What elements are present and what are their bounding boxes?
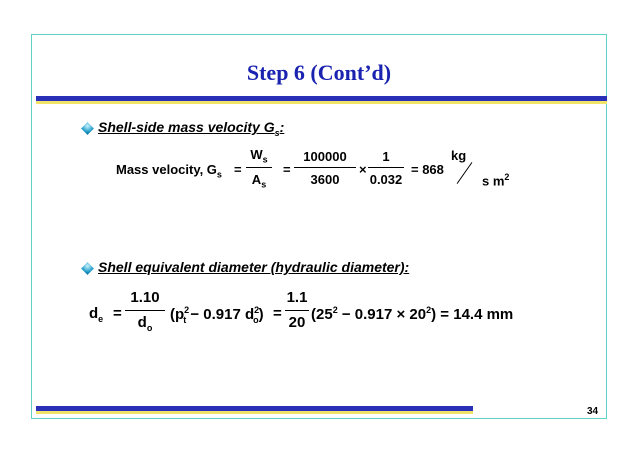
fraction-bar xyxy=(294,167,356,168)
fraction-ws-as-numerator: $W_s$ xyxy=(250,147,268,165)
section2-heading: Shell equivalent diameter (hydraulic diameter): xyxy=(98,259,410,275)
fraction-bar xyxy=(368,167,404,168)
fraction-value-denominator: 20 xyxy=(288,314,306,331)
section1-heading: Shell-side mass velocity $G_s$: xyxy=(98,119,285,138)
unit-numerator: kg xyxy=(451,148,467,163)
fraction-coef-numerator: 1.10 xyxy=(130,289,160,306)
fraction-flow-numerator: 100000 xyxy=(303,149,347,164)
slide-title: Step 6 (Cont’d) xyxy=(246,60,392,85)
fraction-ws-as-denominator: $A_s$ xyxy=(251,172,267,190)
times-sign: × xyxy=(359,162,367,177)
fraction-coef-denominator: $d_o$ xyxy=(137,314,153,333)
unit-denominator: s $m^2$ xyxy=(482,172,510,189)
equals-1: = xyxy=(113,305,122,322)
general-expression: ($p^2_t - 0.917$ $d^2_o$) xyxy=(170,305,264,325)
slide-frame xyxy=(31,34,607,419)
fraction-bar xyxy=(246,167,272,168)
equals-2: = xyxy=(283,162,291,177)
fraction-value-numerator: 1.1 xyxy=(286,289,308,306)
equals-1: = xyxy=(234,162,242,177)
fraction-bar xyxy=(285,310,309,311)
title-underline-accent xyxy=(36,101,607,104)
numeric-expression: $(25^2 - 0.917 \times 20^2) = 14.4$ mm xyxy=(311,305,514,323)
page-number: 34 xyxy=(587,406,599,417)
footer-bar-accent xyxy=(36,411,473,414)
fraction-flow-denominator: 3600 xyxy=(310,172,340,187)
mass-velocity-label: Mass velocity, $G_s$ xyxy=(116,162,222,180)
fraction-area-numerator: 1 xyxy=(382,149,390,164)
de-symbol: $d_e$ xyxy=(89,305,104,324)
result-value: = 868 xyxy=(411,162,444,177)
fraction-bar xyxy=(125,310,165,311)
equals-2: = xyxy=(273,305,282,322)
fraction-area-denominator: 0.032 xyxy=(369,172,403,187)
